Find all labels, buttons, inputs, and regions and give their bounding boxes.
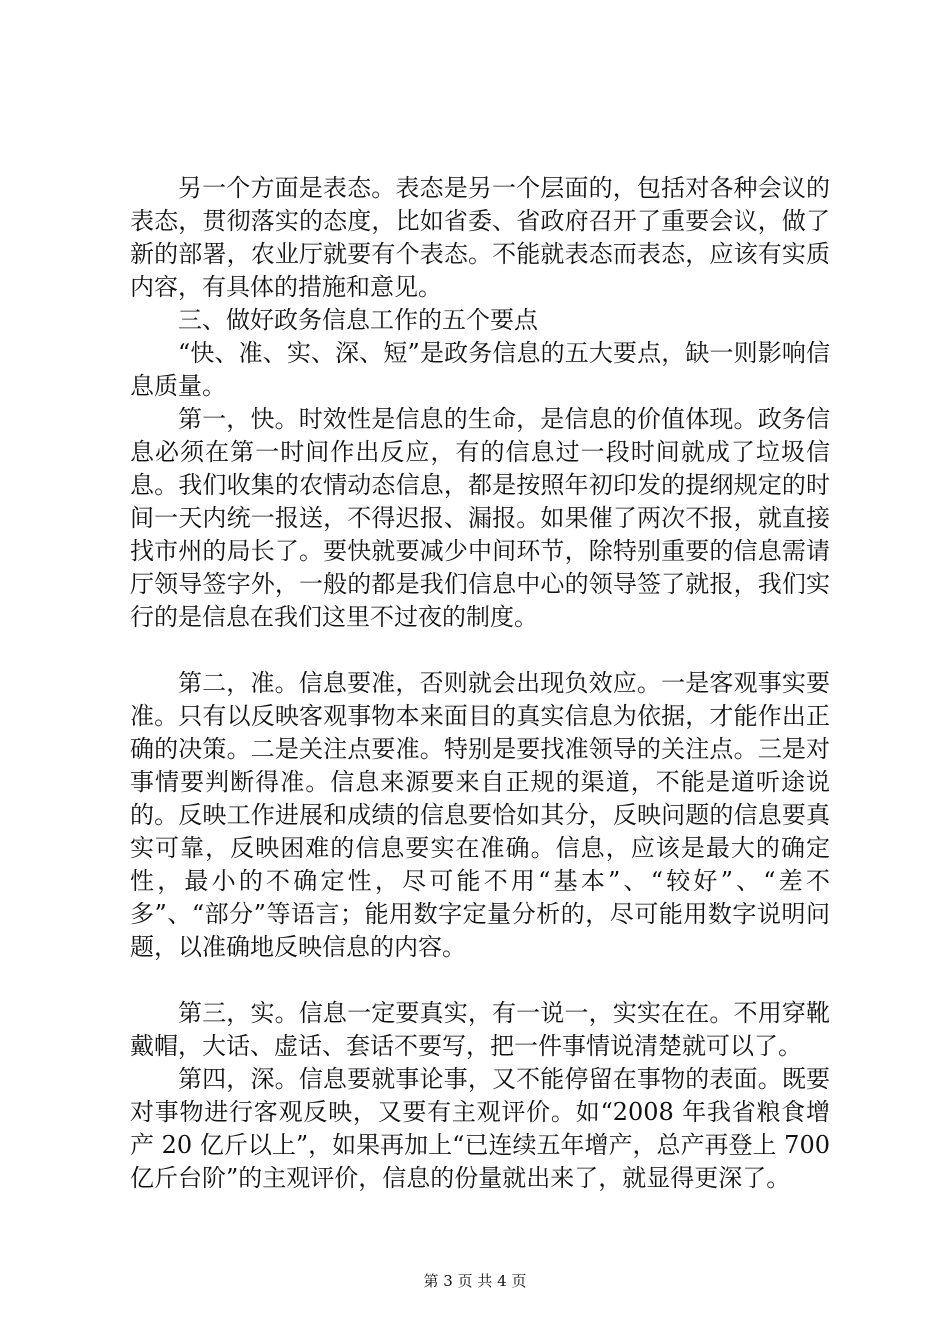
section-heading: 三、做好政务信息工作的五个要点 xyxy=(178,306,538,334)
paragraph-real: 第三，实。信息一定要真实，有一说一，实实在在。不用穿靴戴帽，大话、虚话、套话不要写，把一件事情说清楚就可以了。 xyxy=(130,999,830,1060)
paragraph-accurate: 第二，准。信息要准，否则就会出现负效应。一是客观事实要准。只有以反映客观事物本来面目的真实信息为依据，才能作出正确的决策。二是关注点要准。特别是要找准领导的关注点。三是对事情要判断得准。信息来源要来自正规的渠道，不能是道听途说的。反映工作进展和成绩的信息要恰如其分，反映问题的信息要真实可靠，反映困难的信息要实在准确。信息，应该是最大的确定性，最小的不确定性，尽可能不用“基本”、“较好”、“差不多”、“部分”等语言；能用数字定量分析的，尽可能用数字说明问题，以准确地反映信息的内容。 xyxy=(130,669,830,961)
paragraph-five-points: “快、准、实、深、短”是政务信息的五大要点，缺一则影响信息质量。 xyxy=(130,339,830,400)
paragraph-stance: 另一个方面是表态。表态是另一个层面的，包括对各种会议的表态，贯彻落实的态度，比如省委、省政府召开了重要会议，做了新的部署，农业厅就要有个表态。不能就表态而表态，应该有实质内容，有具体的措施和意见。 xyxy=(130,174,830,301)
paragraph-fast: 第一，快。时效性是信息的生命，是信息的价值体现。政务信息必须在第一时间作出反应，有的信息过一段时间就成了垃圾信息。我们收集的农情动态信息，都是按照年初印发的提纲规定的时间一天内统一报送，不得迟报、漏报。如果催了两次不报，就直接找市州的局长了。要快就要减少中间环节，除特别重要的信息需请厅领导签字外，一般的都是我们信息中心的领导签了就报，我们实行的是信息在我们这里不过夜的制度。 xyxy=(130,405,830,631)
paragraph-deep: 第四，深。信息要就事论事，又不能停留在事物的表面。既要对事物进行客观反映，又要有主观评价。如“2008 年我省粮食增产 20 亿斤以上”，如果再加上“已连续五年增产，总产再登上 700 亿斤台阶”的主观评价，信息的份量就出来了，就显得更深了。 xyxy=(130,1065,830,1192)
document-body xyxy=(130,172,830,1195)
page-number: 第 3 页 共 4 页 xyxy=(423,1272,527,1290)
